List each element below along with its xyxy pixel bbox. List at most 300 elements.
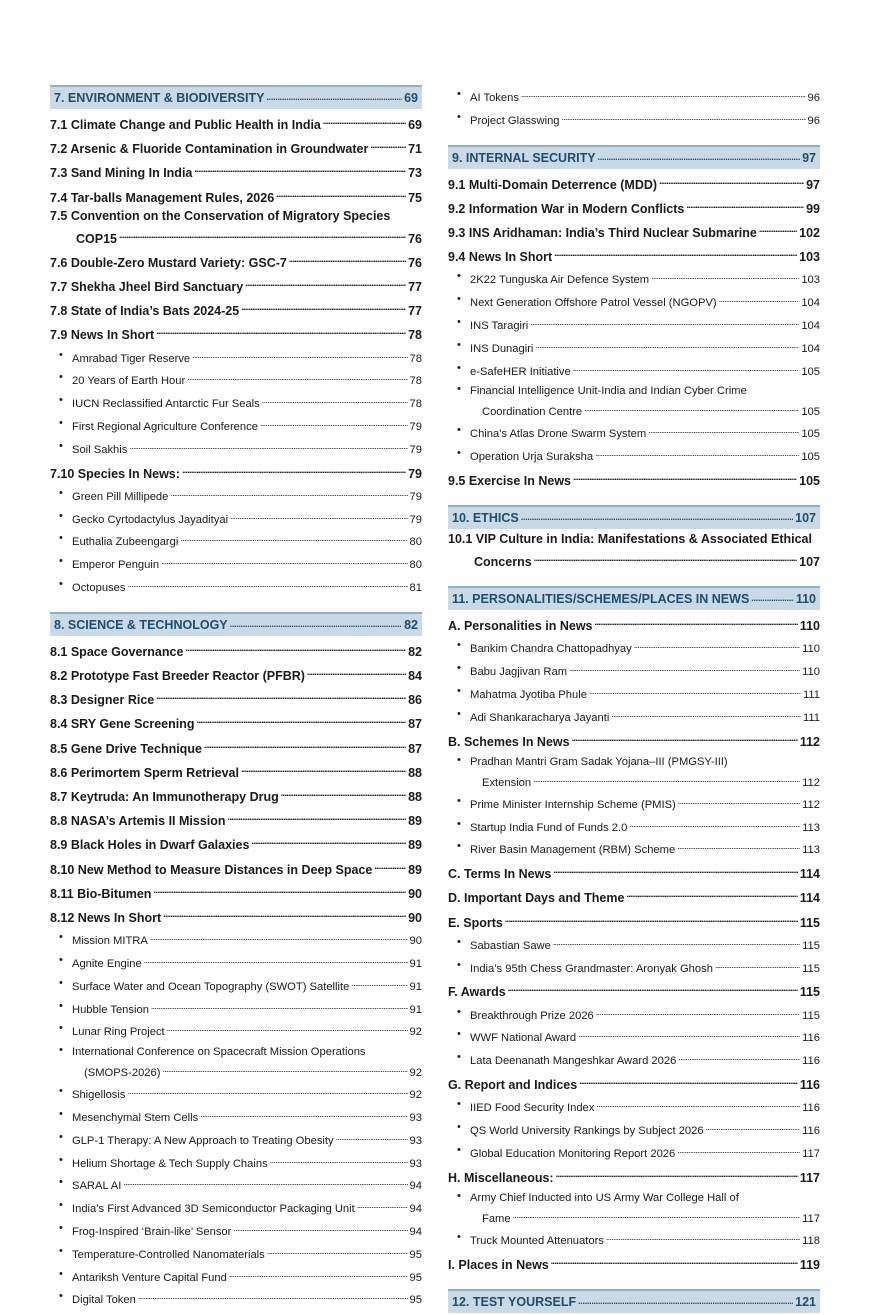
toc-leader <box>194 159 406 179</box>
toc-page-number: 96 <box>807 92 820 104</box>
toc-leader <box>153 880 406 900</box>
toc-entry-title: • Mahatma Jyotiba Phule <box>470 688 587 701</box>
toc-leader <box>138 1287 408 1306</box>
toc-page-number: 112 <box>802 776 820 789</box>
toc-entry[interactable] <box>50 638 422 662</box>
toc-entry-title: 9. INTERNAL SECURITY <box>452 150 596 165</box>
toc-entry-title: 7.9 News In Short <box>50 328 155 343</box>
toc-subentry[interactable] <box>50 997 422 1020</box>
toc-entry[interactable] <box>50 208 422 249</box>
toc-entry-title: 7.5 Convention on the Conservation of Migratory Species <box>50 208 391 223</box>
toc-page-number: 107 <box>799 555 820 570</box>
toc-page-number: 91 <box>409 980 422 993</box>
toc-entry-title: • Lunar Ring Project <box>72 1026 165 1039</box>
toc-entry[interactable] <box>50 297 422 321</box>
toc-entry[interactable] <box>50 735 422 759</box>
toc-entry-title: 8.10 New Method to Measure Distances in Deep Space <box>50 862 373 877</box>
toc-page-number: 103 <box>799 250 820 265</box>
toc-leader <box>677 837 800 856</box>
toc-leader <box>759 219 797 239</box>
toc-entry-continuation <box>448 548 820 572</box>
toc-page-number: 116 <box>802 1124 820 1137</box>
toc-page-number: 69 <box>408 118 422 132</box>
toc-subentry[interactable] <box>50 1082 422 1105</box>
toc-entry-title: • Amrabad Tiger Reserve <box>72 352 191 365</box>
toc-subentry[interactable] <box>50 928 422 951</box>
toc-page-number: 79 <box>408 466 422 481</box>
toc-page-number: 87 <box>408 741 422 756</box>
toc-leader <box>719 290 800 309</box>
toc-subentry[interactable] <box>448 705 820 728</box>
toc-entry-continuation <box>470 399 820 421</box>
toc-subentry[interactable] <box>448 444 820 467</box>
toc-entry[interactable] <box>50 184 422 208</box>
toc-entry[interactable] <box>50 111 422 135</box>
toc-subentry[interactable] <box>448 1118 820 1141</box>
toc-leader <box>374 856 406 876</box>
toc-page-number: 112 <box>802 798 820 811</box>
toc-subentry[interactable] <box>448 336 820 359</box>
toc-subentry[interactable] <box>50 529 422 552</box>
toc-entry-title: • Sabastian Sawe <box>470 939 551 952</box>
toc-right-column <box>448 85 820 1315</box>
toc-subentry[interactable] <box>50 951 422 974</box>
toc-leader <box>127 575 407 594</box>
toc-page-number: 117 <box>802 1212 820 1225</box>
toc-entry-title: • e-SafeHER Initiative <box>470 365 571 378</box>
toc-subentry[interactable] <box>448 933 820 956</box>
toc-leader <box>150 928 408 947</box>
toc-leader <box>706 1118 801 1137</box>
toc-leader <box>677 1141 800 1160</box>
toc-entry-title: F. Awards <box>448 985 506 1000</box>
toc-leader <box>534 548 797 568</box>
toc-subentry[interactable] <box>50 414 422 437</box>
toc-leader <box>573 467 797 487</box>
toc-page-number: 105 <box>801 428 820 441</box>
toc-subentry[interactable] <box>50 1287 422 1310</box>
toc-entry-title: • Mesenchymal Stem Cells <box>72 1112 199 1125</box>
toc-entry-title: 8. SCIENCE & TECHNOLOGY <box>54 617 228 632</box>
toc-section-header[interactable] <box>448 145 820 169</box>
toc-entry-title: 8.11 Bio-Bitumen <box>50 886 152 901</box>
toc-subentry[interactable] <box>448 359 820 382</box>
toc-entry[interactable] <box>50 904 422 928</box>
toc-entry-title: 8.5 Gene Drive Technique <box>50 741 202 756</box>
toc-page-number: 117 <box>799 1170 820 1185</box>
toc-page-number: 118 <box>802 1234 820 1247</box>
toc-page-number: 93 <box>409 1112 422 1125</box>
toc-leader <box>562 108 806 127</box>
toc-entry-title: 7.3 Sand Mining In India <box>50 166 193 181</box>
toc-page-number: 104 <box>801 320 820 332</box>
toc-entry[interactable] <box>50 159 422 183</box>
toc-leader <box>245 273 406 293</box>
toc-leader <box>180 529 407 548</box>
toc-entry[interactable] <box>50 662 422 686</box>
toc-leader <box>513 1206 801 1224</box>
toc-entry[interactable] <box>448 884 820 908</box>
toc-page-number: 94 <box>409 1226 422 1238</box>
toc-subentry[interactable] <box>448 1188 820 1228</box>
toc-subentry[interactable] <box>448 85 820 108</box>
toc-leader <box>270 1151 408 1170</box>
toc-leader <box>267 1242 408 1261</box>
toc-section-header[interactable] <box>448 586 820 610</box>
toc-entry[interactable] <box>448 612 820 636</box>
toc-entry-title: • INS Dunagiri <box>470 342 534 355</box>
toc-entry-title: C. Terms In News <box>448 867 552 882</box>
toc-page-number: 92 <box>409 1026 422 1039</box>
toc-subentry[interactable] <box>50 1173 422 1196</box>
toc-leader <box>595 444 799 463</box>
toc-leader <box>715 956 800 975</box>
toc-entry-title: 8.2 Prototype Fast Breeder Reactor (PFBR) <box>50 669 305 683</box>
toc-leader <box>598 149 801 163</box>
toc-page-number: 90 <box>409 935 422 948</box>
toc-page-number: 113 <box>802 821 820 834</box>
toc-page-number: 81 <box>409 582 422 594</box>
toc-page-number: 107 <box>795 511 816 526</box>
toc-entry-title: 8.7 Keytruda: An Immunotherapy Drug <box>50 790 279 805</box>
toc-leader <box>686 195 804 215</box>
toc-leader <box>230 616 402 630</box>
toc-leader <box>579 1071 798 1091</box>
toc-entry-title: 7.10 Species In News: <box>50 466 180 481</box>
toc-entry[interactable] <box>448 467 820 491</box>
toc-page-number: 93 <box>409 1157 422 1170</box>
toc-entry-title: • GLP-1 Therapy: A New Approach to Treating Obesity <box>72 1134 334 1147</box>
toc-subentry[interactable] <box>448 682 820 705</box>
toc-page-number: 79 <box>409 443 422 456</box>
toc-page-number: 94 <box>409 1180 422 1193</box>
toc-leader <box>289 249 406 269</box>
toc-entry[interactable] <box>50 856 422 880</box>
toc-subentry[interactable] <box>50 346 422 369</box>
toc-leader <box>163 904 406 924</box>
toc-entry-title: 7.7 Shekha Jheel Bird Sanctuary <box>50 280 244 295</box>
toc-entry-title: H. Miscellaneous: <box>448 1170 554 1185</box>
toc-page-number: 116 <box>802 1102 820 1115</box>
toc-subentry[interactable] <box>448 290 820 313</box>
toc-leader <box>521 509 793 523</box>
toc-entry[interactable] <box>448 909 820 933</box>
toc-leader <box>370 135 406 155</box>
toc-page-number: 78 <box>409 375 422 388</box>
toc-subentry[interactable] <box>50 1105 422 1128</box>
toc-entry-title: I. Places in News <box>448 1257 549 1272</box>
toc-leader <box>266 89 402 103</box>
toc-subentry[interactable] <box>448 313 820 336</box>
toc-entry-title: • Operation Urja Suraksha <box>470 451 594 464</box>
toc-page-number: 79 <box>409 490 422 503</box>
toc-leader <box>521 85 806 104</box>
toc-entry[interactable] <box>50 710 422 734</box>
toc-entry[interactable] <box>50 273 422 297</box>
toc-page-number: 97 <box>806 177 820 192</box>
toc-leader <box>229 1265 408 1284</box>
toc-entry-title: 7.6 Double-Zero Mustard Variety: GSC-7 <box>50 255 287 270</box>
toc-leader <box>595 612 798 632</box>
toc-leader <box>659 171 804 191</box>
toc-entry-title: 7.1 Climate Change and Public Health in India <box>50 118 321 132</box>
toc-subentry[interactable] <box>448 659 820 682</box>
toc-page-number: 115 <box>802 939 820 952</box>
toc-leader <box>606 1228 800 1247</box>
toc-leader <box>651 267 799 286</box>
toc-page-number: 94 <box>409 1203 422 1216</box>
toc-subentry[interactable] <box>50 1042 422 1082</box>
toc-subentry[interactable] <box>448 837 820 860</box>
toc-leader <box>119 225 406 245</box>
toc-entry[interactable] <box>448 219 820 243</box>
toc-leader <box>197 710 407 730</box>
toc-page-number: 102 <box>799 226 820 240</box>
toc-entry[interactable] <box>448 171 820 195</box>
toc-entry-title: 8.12 News In Short <box>50 911 162 926</box>
toc-subentry[interactable] <box>50 1019 422 1042</box>
toc-subentry[interactable] <box>448 108 820 131</box>
toc-subentry[interactable] <box>50 1128 422 1151</box>
toc-entry-title-continued: COP15 <box>76 231 117 246</box>
toc-entry-title-continued: Coordination Centre <box>482 406 583 419</box>
toc-leader <box>508 978 798 998</box>
toc-entry[interactable] <box>50 321 422 345</box>
toc-entry-title: 10. ETHICS <box>452 511 519 526</box>
toc-subentry[interactable] <box>448 1228 820 1251</box>
toc-entry-title: • Temperature-Controlled Nanomaterials <box>72 1248 265 1261</box>
toc-entry[interactable] <box>50 686 422 710</box>
toc-leader <box>533 770 800 788</box>
toc-subentry[interactable] <box>448 956 820 979</box>
toc-entry[interactable] <box>50 460 422 484</box>
toc-subentry[interactable] <box>50 575 422 598</box>
toc-entry-title: • AI Tokens <box>470 92 519 104</box>
toc-entry-title: • Euthalia Zubeengargi <box>72 536 179 549</box>
toc-page-number: 114 <box>799 891 820 906</box>
toc-entry[interactable] <box>448 1071 820 1095</box>
toc-leader <box>187 368 407 387</box>
toc-subentry[interactable] <box>448 1025 820 1048</box>
toc-page-number: 116 <box>802 1032 820 1045</box>
toc-page-number: 88 <box>408 765 422 780</box>
toc-leader <box>569 659 800 678</box>
toc-entry-title: • International Conference on Spacecraft Mission Operations <box>72 1046 366 1059</box>
toc-entry-continuation <box>470 770 820 792</box>
toc-entry[interactable] <box>448 978 820 1002</box>
toc-leader <box>167 1019 408 1038</box>
toc-page-number: 110 <box>799 619 820 634</box>
toc-entry[interactable] <box>50 831 422 855</box>
toc-leader <box>751 590 794 604</box>
toc-entry[interactable] <box>448 1164 820 1188</box>
toc-entry-title: 9.3 INS Aridhaman: India’s Third Nuclear Submarine <box>448 226 757 240</box>
toc-entry[interactable] <box>448 531 820 572</box>
toc-leader <box>276 184 406 204</box>
toc-page-number: 95 <box>409 1271 422 1284</box>
toc-entry-title: • Antariksh Venture Capital Fund <box>72 1271 227 1284</box>
toc-subentry[interactable] <box>50 1219 422 1242</box>
toc-leader <box>323 111 406 131</box>
toc-entry-title: 12. TEST YOURSELF <box>452 1294 577 1309</box>
toc-entry-title: • Frog-Inspired ‘Brain-like’ Sensor <box>72 1226 232 1238</box>
toc-page-number: 110 <box>802 666 820 679</box>
toc-page-number: 99 <box>806 201 820 216</box>
toc-leader <box>596 1095 800 1114</box>
toc-subentry[interactable] <box>448 1141 820 1164</box>
toc-page-number: 79 <box>409 421 422 434</box>
toc-subentry[interactable] <box>448 421 820 444</box>
toc-leader <box>182 460 406 480</box>
toc-page-number: 115 <box>802 962 820 975</box>
toc-page-number: 112 <box>799 734 820 749</box>
toc-entry-title: • China's Atlas Drone Swarm System <box>470 428 647 441</box>
toc-leader <box>648 421 799 440</box>
toc-entry-title: 7.4 Tar-balls Management Rules, 2026 <box>50 190 275 205</box>
toc-page-number: 69 <box>404 91 418 105</box>
toc-leader <box>144 951 408 970</box>
toc-subentry[interactable] <box>448 815 820 838</box>
toc-subentry[interactable] <box>448 636 820 659</box>
toc-entry-title: 7.8 State of India’s Bats 2024-25 <box>50 304 240 319</box>
toc-leader <box>151 997 408 1016</box>
toc-entry-title: • SARAL AI <box>72 1180 122 1193</box>
toc-leader <box>634 636 800 655</box>
toc-entry[interactable] <box>448 728 820 752</box>
toc-leader <box>230 507 407 526</box>
toc-subentry[interactable] <box>448 1003 820 1026</box>
toc-subentry[interactable] <box>448 752 820 792</box>
toc-section-header[interactable] <box>448 505 820 529</box>
toc-entry[interactable] <box>448 860 820 884</box>
toc-entry-title: • WWF National Award <box>470 1032 577 1045</box>
toc-page-number: 89 <box>408 838 422 853</box>
toc-leader <box>241 759 406 779</box>
toc-subentry[interactable] <box>50 484 422 507</box>
toc-entry-title: • India’s 95th Chess Grandmaster: Aronyak Ghosh <box>470 962 713 975</box>
toc-subentry[interactable] <box>448 267 820 290</box>
toc-page-number: 82 <box>404 617 418 632</box>
toc-entry-title: • First Regional Agriculture Conference <box>72 421 258 434</box>
toc-entry-title: • 2K22 Tunguska Air Defence System <box>470 274 650 287</box>
toc-entry-title: • Breakthrough Prize 2026 <box>470 1009 594 1022</box>
toc-leader <box>170 484 407 503</box>
toc-page-number: 116 <box>799 1077 820 1092</box>
toc-entry[interactable] <box>448 243 820 267</box>
toc-page-number: 111 <box>802 711 820 724</box>
toc-page-number: 92 <box>409 1067 422 1080</box>
toc-entry-title: 9.5 Exercise In News <box>448 473 571 488</box>
toc-page-number: 78 <box>409 398 422 411</box>
toc-entry[interactable] <box>50 880 422 904</box>
toc-page-number: 92 <box>409 1089 422 1102</box>
toc-leader <box>262 391 408 410</box>
toc-subentry[interactable] <box>50 507 422 530</box>
toc-subentry[interactable] <box>50 391 422 414</box>
toc-entry-title: • Pradhan Mantri Gram Sadak Yojana–III (PMGSY-III) <box>470 755 728 768</box>
toc-leader <box>553 933 800 952</box>
toc-page-number: 95 <box>409 1294 422 1307</box>
toc-entry-title: 7. ENVIRONMENT & BIODIVERSITY <box>54 91 265 105</box>
toc-entry[interactable] <box>50 807 422 831</box>
toc-entry-title: • Digital Token <box>72 1294 136 1307</box>
toc-entry-title: 8.4 SRY Gene Screening <box>50 717 195 732</box>
toc-subentry[interactable] <box>50 552 422 575</box>
toc-subentry[interactable] <box>448 792 820 815</box>
toc-entry-title: 11. PERSONALITIES/SCHEMES/PLACES IN NEWS <box>452 592 750 607</box>
toc-page-number: 88 <box>408 790 422 805</box>
toc-entry-title: • Bankim Chandra Chattopadhyay <box>470 643 632 656</box>
toc-left-column <box>50 85 422 1310</box>
toc-subentry[interactable] <box>448 1095 820 1118</box>
toc-subentry[interactable] <box>50 1242 422 1265</box>
toc-leader <box>611 705 801 724</box>
toc-section-header[interactable] <box>50 85 422 109</box>
toc-entry[interactable] <box>50 783 422 807</box>
toc-entry[interactable] <box>50 249 422 273</box>
toc-entry-title: • Global Education Monitoring Report 2026 <box>470 1147 676 1160</box>
toc-entry-title: • Lata Deenanath Mangeshkar Award 2026 <box>470 1055 677 1068</box>
toc-page-number: 91 <box>409 958 422 971</box>
toc-leader <box>553 860 798 880</box>
toc-leader <box>556 1164 798 1184</box>
toc-entry[interactable] <box>50 759 422 783</box>
toc-entry-title: • 20 Years of Earth Hour <box>72 375 186 388</box>
toc-page-number: 77 <box>408 304 422 319</box>
toc-entry-title-continued: Extension <box>482 776 532 789</box>
toc-entry-title: • IUCN Reclassified Antarctic Fur Seals <box>72 398 260 411</box>
toc-leader <box>578 1025 800 1044</box>
toc-subentry[interactable] <box>50 368 422 391</box>
toc-entry-title: • River Basin Management (RBM) Scheme <box>470 844 676 857</box>
toc-page-number: 105 <box>801 406 820 419</box>
toc-leader <box>192 346 407 365</box>
toc-entry-title: • Mission MITRA <box>72 935 148 948</box>
toc-entry-title: 8.1 Space Governance <box>50 644 184 659</box>
toc-page-number: 82 <box>408 644 422 659</box>
toc-leader <box>251 831 406 851</box>
toc-entry-title: D. Important Days and Theme <box>448 891 625 906</box>
toc-leader <box>129 437 407 456</box>
toc-leader <box>530 313 799 332</box>
toc-page-number: 80 <box>409 559 422 572</box>
toc-entry-title: • QS World University Rankings by Subject 2026 <box>470 1124 704 1137</box>
toc-leader <box>351 974 407 993</box>
toc-leader <box>156 686 406 706</box>
toc-entry-title: • Octopuses <box>72 582 126 594</box>
toc-entry-continuation <box>50 225 422 249</box>
toc-section-header[interactable] <box>448 1289 820 1313</box>
toc-page-number: 89 <box>408 862 422 877</box>
toc-entry[interactable] <box>448 1251 820 1275</box>
toc-entry[interactable] <box>50 135 422 159</box>
toc-subentry[interactable] <box>50 1196 422 1219</box>
toc-section-header[interactable] <box>50 612 422 636</box>
toc-subentry[interactable] <box>50 974 422 997</box>
toc-leader <box>596 1003 800 1022</box>
toc-leader <box>505 909 798 929</box>
toc-page-number: 71 <box>408 142 422 157</box>
toc-page-number: 121 <box>795 1294 816 1309</box>
toc-subentry[interactable] <box>448 1048 820 1071</box>
toc-subentry[interactable] <box>448 381 820 421</box>
toc-subentry[interactable] <box>50 437 422 460</box>
toc-leader <box>554 243 797 263</box>
toc-subentry[interactable] <box>50 1265 422 1288</box>
toc-entry-title: • Army Chief Inducted into US Army War College Hall of <box>470 1191 739 1204</box>
toc-entry[interactable] <box>448 195 820 219</box>
toc-leader <box>578 1293 793 1307</box>
